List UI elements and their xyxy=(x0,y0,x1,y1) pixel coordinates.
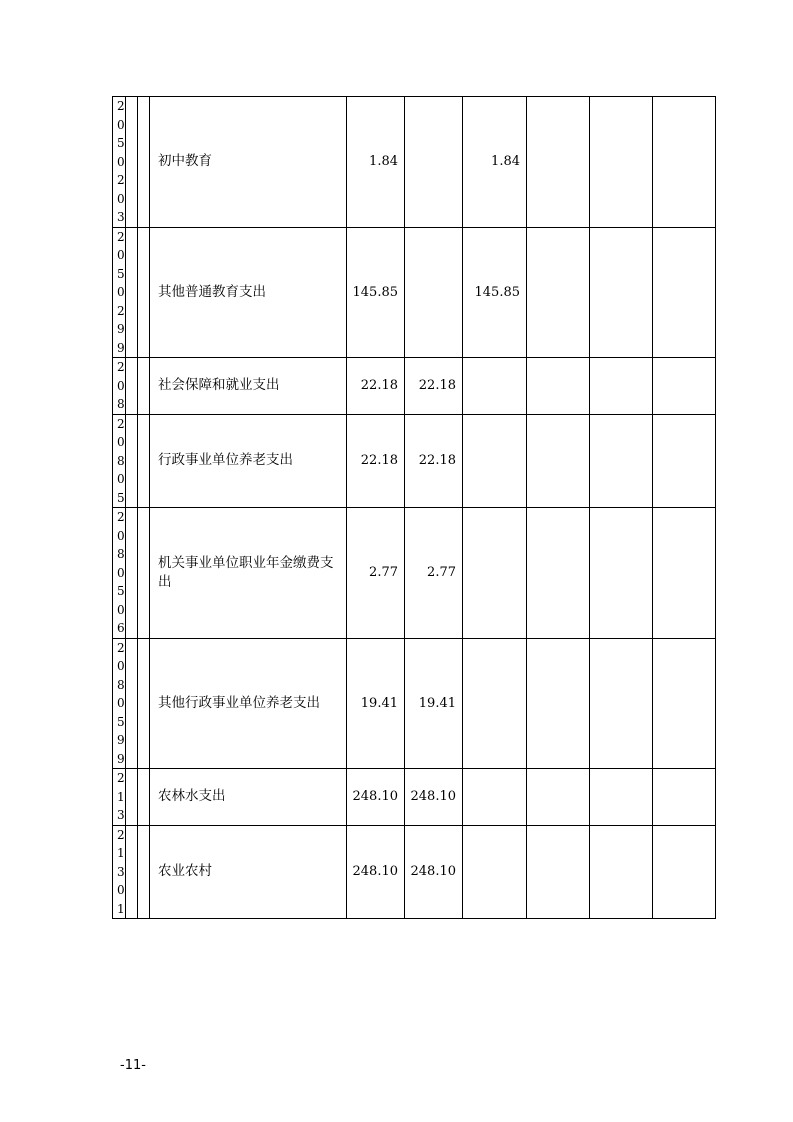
empty-cell xyxy=(126,769,138,826)
table-row xyxy=(113,414,716,508)
row-code xyxy=(113,508,126,639)
row-code xyxy=(113,358,126,415)
row-code xyxy=(113,97,126,228)
table-body xyxy=(113,97,716,919)
row-code xyxy=(113,825,126,919)
empty-cell xyxy=(527,825,590,919)
empty-cell xyxy=(590,825,653,919)
row-code xyxy=(113,769,126,826)
empty-cell xyxy=(138,825,150,919)
row-total: 22.18 xyxy=(347,358,405,415)
empty-cell xyxy=(653,769,716,826)
empty-cell xyxy=(527,414,590,508)
row-name: 其他普通教育支出 xyxy=(150,227,347,358)
empty-cell xyxy=(590,97,653,228)
empty-cell xyxy=(126,227,138,358)
empty-cell xyxy=(527,638,590,769)
row-total: 19.41 xyxy=(347,638,405,769)
row-name: 农业农村 xyxy=(150,825,347,919)
empty-cell xyxy=(126,638,138,769)
empty-cell xyxy=(527,358,590,415)
row-code-text: 20805 xyxy=(117,416,125,505)
row-total: 22.18 xyxy=(347,414,405,508)
row-project xyxy=(463,638,527,769)
empty-cell xyxy=(527,97,590,228)
empty-cell xyxy=(653,508,716,639)
table-row xyxy=(113,97,716,228)
empty-cell xyxy=(126,414,138,508)
row-total: 248.10 xyxy=(347,825,405,919)
row-basic: 19.41 xyxy=(405,638,463,769)
row-project xyxy=(463,825,527,919)
empty-cell xyxy=(126,97,138,228)
table-row xyxy=(113,825,716,919)
row-project xyxy=(463,769,527,826)
row-code-text: 2080599 xyxy=(117,640,125,766)
empty-cell xyxy=(590,638,653,769)
empty-cell xyxy=(590,358,653,415)
empty-cell xyxy=(138,358,150,415)
row-code-text: 213 xyxy=(117,771,125,822)
table-row xyxy=(113,358,716,415)
empty-cell xyxy=(138,414,150,508)
row-basic: 22.18 xyxy=(405,358,463,415)
row-project xyxy=(463,358,527,415)
row-basic xyxy=(405,97,463,228)
table-row xyxy=(113,638,716,769)
empty-cell xyxy=(138,227,150,358)
empty-cell xyxy=(590,227,653,358)
row-total: 2.77 xyxy=(347,508,405,639)
row-basic: 248.10 xyxy=(405,825,463,919)
empty-cell xyxy=(126,508,138,639)
row-project: 145.85 xyxy=(463,227,527,358)
row-code-text: 2050299 xyxy=(117,229,125,355)
empty-cell xyxy=(138,769,150,826)
empty-cell xyxy=(126,825,138,919)
table-row xyxy=(113,769,716,826)
row-basic: 2.77 xyxy=(405,508,463,639)
row-total: 145.85 xyxy=(347,227,405,358)
budget-table xyxy=(112,96,716,919)
row-total: 1.84 xyxy=(347,97,405,228)
empty-cell xyxy=(590,508,653,639)
row-name: 农林水支出 xyxy=(150,769,347,826)
row-name: 初中教育 xyxy=(150,97,347,228)
row-name: 行政事业单位养老支出 xyxy=(150,414,347,508)
row-basic xyxy=(405,227,463,358)
row-code-text: 208 xyxy=(117,360,125,411)
empty-cell xyxy=(653,227,716,358)
row-name: 其他行政事业单位养老支出 xyxy=(150,638,347,769)
empty-cell xyxy=(653,825,716,919)
table-row xyxy=(113,227,716,358)
page-number: -11- xyxy=(120,1058,146,1073)
row-code xyxy=(113,414,126,508)
empty-cell xyxy=(138,97,150,228)
empty-cell xyxy=(653,414,716,508)
row-code xyxy=(113,227,126,358)
row-project xyxy=(463,508,527,639)
row-project: 1.84 xyxy=(463,97,527,228)
row-code-text: 2050203 xyxy=(117,99,125,224)
row-name: 机关事业单位职业年金缴费支出 xyxy=(150,508,347,639)
empty-cell xyxy=(653,97,716,228)
row-total: 248.10 xyxy=(347,769,405,826)
row-code xyxy=(113,638,126,769)
row-project xyxy=(463,414,527,508)
empty-cell xyxy=(590,769,653,826)
row-code-text: 2080506 xyxy=(117,510,125,635)
empty-cell xyxy=(590,414,653,508)
row-name: 社会保障和就业支出 xyxy=(150,358,347,415)
empty-cell xyxy=(126,358,138,415)
empty-cell xyxy=(527,769,590,826)
empty-cell xyxy=(138,638,150,769)
row-code-text: 21301 xyxy=(117,827,125,916)
empty-cell xyxy=(653,358,716,415)
empty-cell xyxy=(653,638,716,769)
empty-cell xyxy=(527,227,590,358)
empty-cell xyxy=(527,508,590,639)
row-basic: 248.10 xyxy=(405,769,463,826)
empty-cell xyxy=(138,508,150,639)
row-basic: 22.18 xyxy=(405,414,463,508)
table-row xyxy=(113,508,716,639)
